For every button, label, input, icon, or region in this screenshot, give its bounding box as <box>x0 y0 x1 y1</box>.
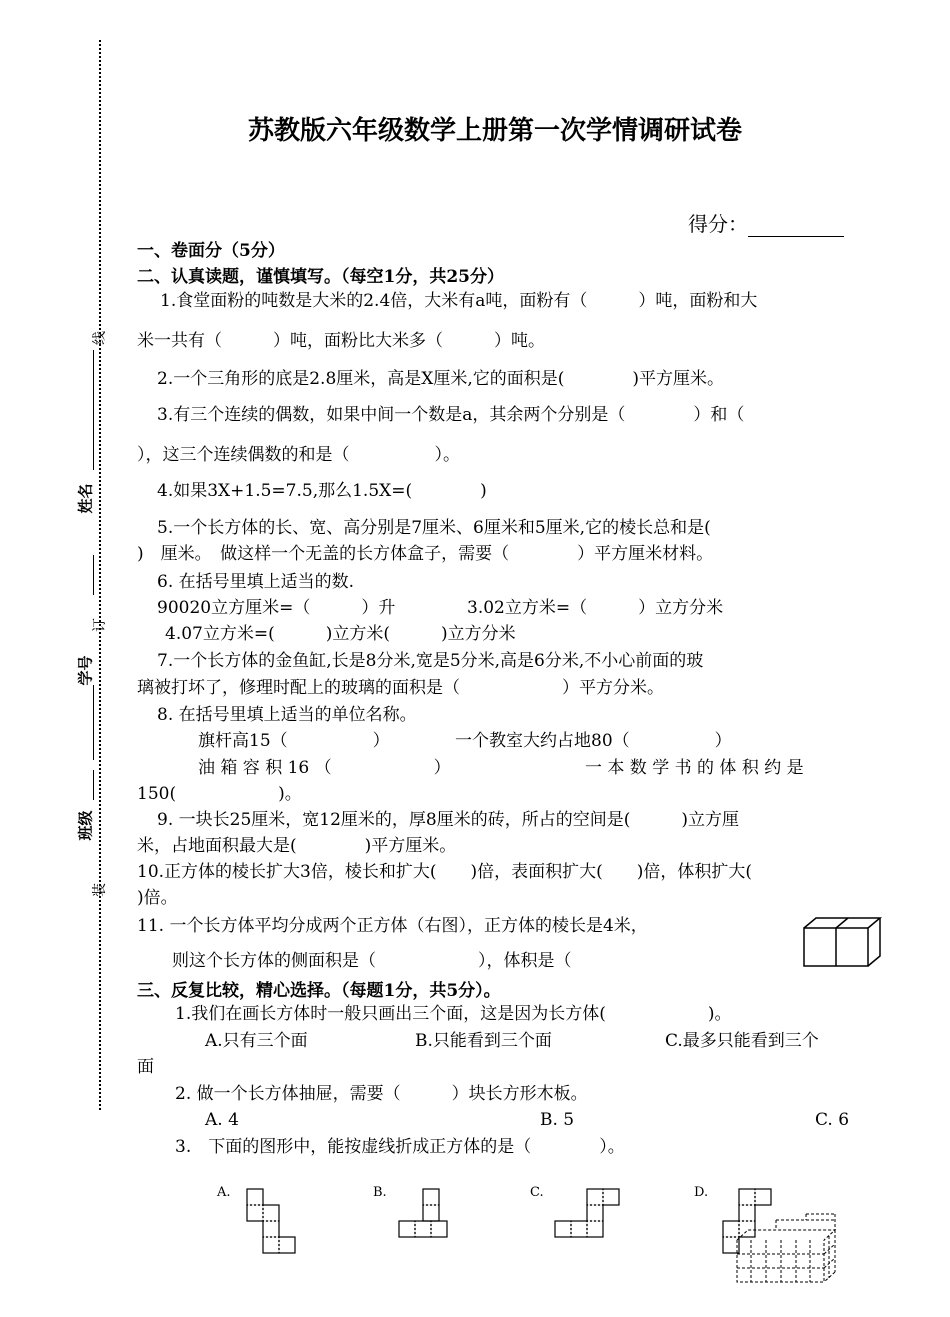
net-label-c: C. <box>530 1185 544 1200</box>
class-label: 班级 <box>76 810 95 841</box>
net-label-d: D. <box>694 1185 709 1200</box>
score-field <box>688 208 844 237</box>
question-2: 2.一个三角形的底是2.8厘米，高是X厘米,它的面积是( )平方厘米。 <box>157 369 725 389</box>
net-figure-c <box>554 1188 620 1238</box>
stacked-cubes-figure <box>736 1212 836 1284</box>
page-title: 苏教版六年级数学上册第一次学情调研试卷 <box>247 116 742 146</box>
question-11-line-2: 则这个长方体的侧面积是（ ），体积是（ <box>172 951 572 971</box>
question-8-item-b: 一个教室大约占地80（ ） <box>455 731 732 751</box>
question-8: 8. 在括号里填上适当的单位名称。 <box>157 705 417 725</box>
net-figure-a <box>246 1188 296 1254</box>
choice-2-option-a: A. 4 <box>205 1110 239 1130</box>
net-label-a: A. <box>217 1185 231 1200</box>
cuboid-figure <box>803 916 883 968</box>
question-11-line-1: 11. 一个长方体平均分成两个正方体（右图），正方体的棱长是4米， <box>137 916 648 936</box>
choice-1-option-c: C.最多只能看到三个 <box>665 1031 819 1051</box>
binding-mark-zhuang: 装 <box>92 883 108 897</box>
question-6-item-a: 90020立方厘米=（ ）升 <box>157 598 396 618</box>
class-fill-line <box>93 770 94 800</box>
question-6-item-b: 3.02立方米=（ ）立方分米 <box>467 598 724 618</box>
question-8-item-a: 旗杆高15（ ） <box>198 731 390 751</box>
question-8-item-d-end: 150( )。 <box>137 784 302 804</box>
name-fill-line <box>93 350 94 470</box>
choice-1-option-a: A.只有三个面 <box>205 1031 308 1051</box>
net-label-b: B. <box>373 1185 387 1200</box>
score-label: 得分： <box>688 212 748 236</box>
question-8-item-c: 油 箱 容 积 16 （ ） <box>198 758 451 778</box>
choice-1-option-b: B.只能看到三个面 <box>415 1031 552 1051</box>
score-blank[interactable] <box>748 214 844 237</box>
question-5-line-2: ) 厘米。 做这样一个无盖的长方体盒子，需要（ ）平方厘米材料。 <box>137 544 714 564</box>
question-9-line-1: 9. 一块长25厘米，宽12厘米的，厚8厘米的砖，所占的空间是( )立方厘 <box>157 810 739 830</box>
binding-mark-xian: 线 <box>92 331 108 345</box>
question-7-line-2: 璃被打坏了，修理时配上的玻璃的面积是（ ）平方分米。 <box>137 678 664 698</box>
choice-question-1: 1.我们在画长方体时一般只画出三个面，这是因为长方体( )。 <box>175 1004 732 1024</box>
question-4: 4.如果3X+1.5=7.5,那么1.5X=( ) <box>157 481 487 501</box>
question-1-line-2: 米一共有（ ）吨，面粉比大米多（ ）吨。 <box>137 331 545 351</box>
choice-question-2: 2. 做一个长方体抽屉，需要（ ）块长方形木板。 <box>175 1084 588 1104</box>
number-fill-line-1 <box>93 555 94 595</box>
question-3-line-2: ），这三个连续偶数的和是（ ）。 <box>137 445 460 465</box>
number-fill-line-2 <box>93 685 94 760</box>
section-3-heading: 三、反复比较，精心选择。（每题1分，共5分）。 <box>137 981 501 1001</box>
choice-2-option-c: C. 6 <box>815 1110 850 1130</box>
choice-question-3: 3. 下面的图形中，能按虚线折成正方体的是（ ）。 <box>175 1137 625 1157</box>
question-7-line-1: 7.一个长方体的金鱼缸,长是8分米,宽是5分米,高是6分米,不小心前面的玻 <box>157 651 704 671</box>
choice-2-option-b: B. 5 <box>540 1110 575 1130</box>
number-label: 学号 <box>76 655 95 686</box>
question-5-line-1: 5.一个长方体的长、宽、高分别是7厘米、6厘米和5厘米,它的棱长总和是( <box>157 518 711 538</box>
question-6: 6. 在括号里填上适当的数. <box>157 572 355 592</box>
name-label: 姓名 <box>76 483 95 514</box>
question-10-line-1: 10.正方体的棱长扩大3倍，棱长和扩大( )倍，表面积扩大( )倍，体积扩大( <box>137 862 753 882</box>
section-1-heading: 一、卷面分（5分） <box>137 241 285 261</box>
binding-mark-ding: 订 <box>92 618 108 632</box>
choice-1-option-c-end: 面 <box>137 1057 154 1077</box>
binding-dotted-line <box>99 40 101 1110</box>
question-6-item-c: 4.07立方米=( )立方米( )立方分米 <box>165 624 516 644</box>
question-10-line-2: )倍。 <box>137 888 178 908</box>
net-figure-b <box>398 1188 448 1238</box>
question-8-item-d: 一 本 数 学 书 的 体 积 约 是 <box>585 758 804 778</box>
section-2-heading: 二、认真读题，谨慎填写。（每空1分，共25分） <box>137 267 504 287</box>
question-3-line-1: 3.有三个连续的偶数，如果中间一个数是a，其余两个分别是（ ）和（ <box>157 405 745 425</box>
question-9-line-2: 米，占地面积最大是( )平方厘米。 <box>137 836 457 856</box>
question-1-line-1: 1.食堂面粉的吨数是大米的2.4倍，大米有a吨，面粉有（ ）吨，面粉和大 <box>160 291 758 311</box>
